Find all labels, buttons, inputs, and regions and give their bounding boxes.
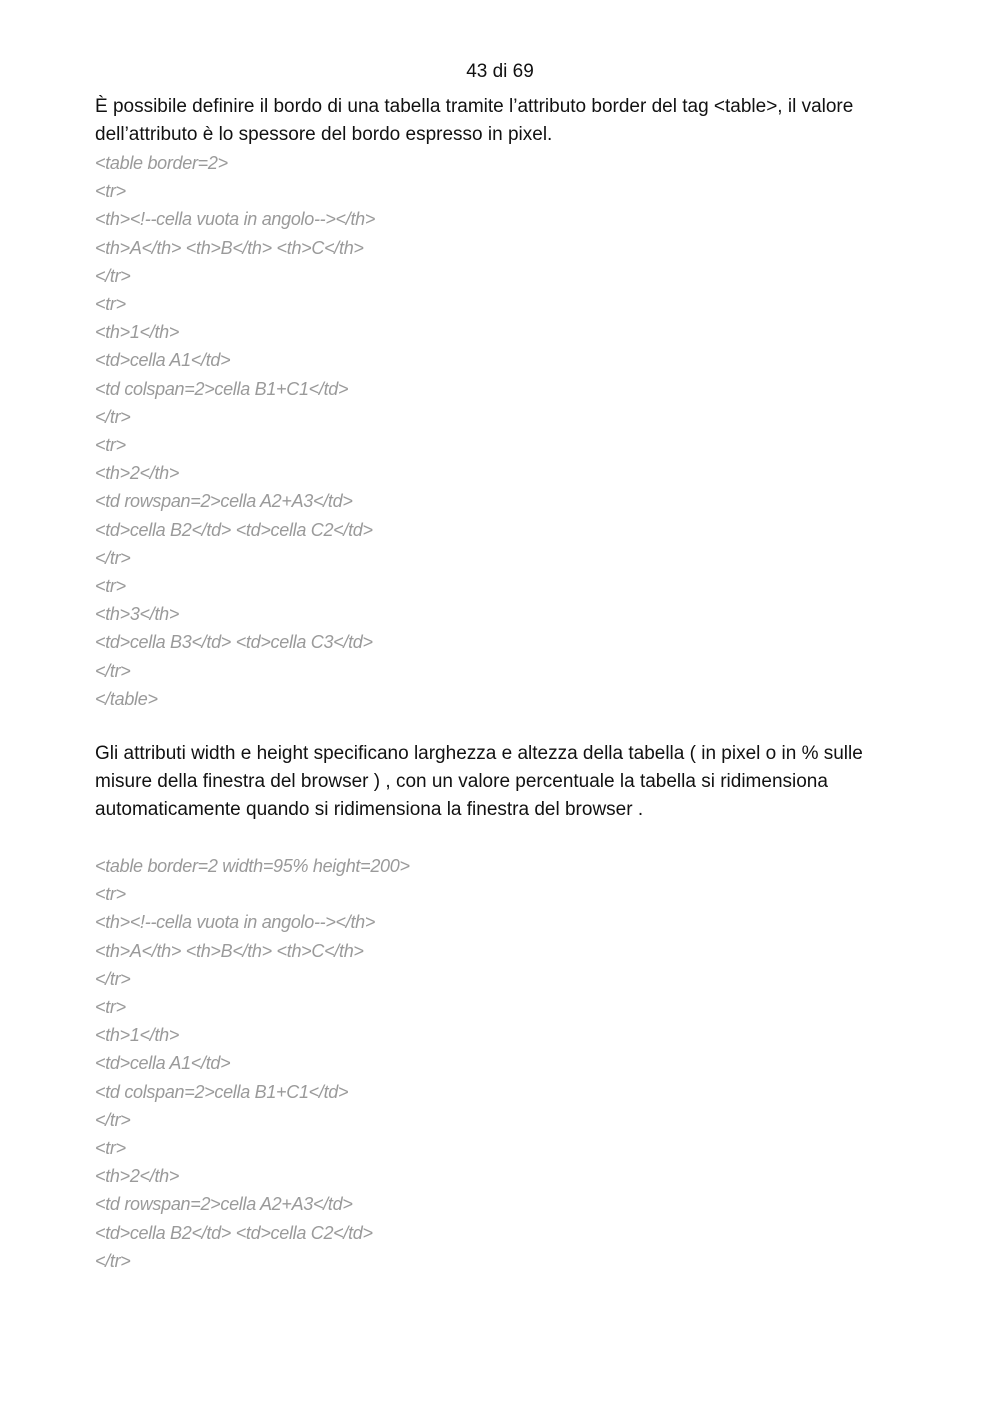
code-line: <td>cella A1</td>	[95, 1053, 231, 1074]
code-line: </tr>	[95, 1250, 131, 1271]
code-line: </tr>	[95, 660, 131, 681]
code-line: </tr>	[95, 547, 131, 568]
code-line: <td>cella B2</td> <td>cella C2</td>	[95, 519, 373, 540]
code-line: <table border=2>	[95, 153, 228, 173]
width-height-paragraph: Gli attributi width e height specificano larghezza e altezza della tabella ( in pixel o in % sulle misure della finestra del browser ) , con un valore percentuale la tabella si ridimensiona automaticamente quando si ridimensiona la finestra del browser .	[95, 743, 863, 820]
code-line: </tr>	[95, 265, 131, 286]
intro-section	[95, 93, 915, 149]
code-line: <tr>	[95, 435, 126, 456]
code-line: <th>3</th>	[95, 604, 180, 625]
code-line: <td rowspan=2>cella A2+A3</td>	[95, 1194, 353, 1215]
code-block-border-example	[95, 149, 915, 713]
code-line: <tr>	[95, 1138, 126, 1159]
code-line: <th>1</th>	[95, 1025, 180, 1046]
code-line: </tr>	[95, 1109, 131, 1130]
code-line: <th><!--cella vuota in angolo--></th>	[95, 209, 376, 230]
code-line: <th>2</th>	[95, 463, 180, 484]
code-line: <th>A</th> <th>B</th> <th>C</th>	[95, 237, 364, 258]
page-number: 43 di 69	[466, 61, 534, 82]
code-line: <tr>	[95, 181, 126, 202]
code-line: <th>1</th>	[95, 322, 180, 343]
intro-paragraph: È possibile definire il bordo di una tabella tramite l’attributo border del tag <table>, il valore dell’attributo è lo spessore del bordo espresso in pixel.	[95, 96, 854, 145]
code-line: <tr>	[95, 576, 126, 597]
code-line: <th>2</th>	[95, 1166, 180, 1187]
code-line: <th><!--cella vuota in angolo--></th>	[95, 912, 376, 933]
code-line: </table>	[95, 688, 158, 709]
code-line: <td>cella B3</td> <td>cella C3</td>	[95, 632, 373, 653]
code-line: </tr>	[95, 406, 131, 427]
code-line: <tr>	[95, 294, 126, 315]
code-line: <td colspan=2>cella B1+C1</td>	[95, 1081, 349, 1102]
width-height-section	[95, 740, 915, 824]
code-line: <tr>	[95, 884, 126, 905]
code-line: <td rowspan=2>cella A2+A3</td>	[95, 491, 353, 512]
code-line: <table border=2 width=95% height=200>	[95, 856, 410, 876]
code-line: <th>A</th> <th>B</th> <th>C</th>	[95, 940, 364, 961]
code-line: </tr>	[95, 968, 131, 989]
code-line: <tr>	[95, 997, 126, 1018]
code-line: <td>cella A1</td>	[95, 350, 231, 371]
code-line: <td>cella B2</td> <td>cella C2</td>	[95, 1222, 373, 1243]
code-line: <td colspan=2>cella B1+C1</td>	[95, 378, 349, 399]
code-block-width-height-example	[95, 852, 915, 1275]
